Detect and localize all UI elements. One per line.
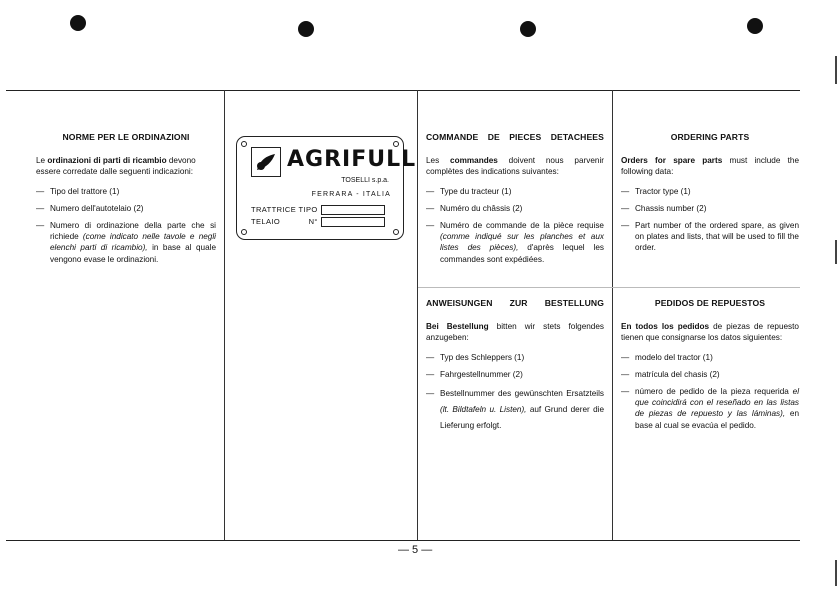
column-divider-1 [224, 90, 225, 540]
french-list [426, 186, 604, 265]
french-heading-word-4: DETACHEES [550, 132, 604, 142]
plate-field-chassis-box [321, 217, 385, 227]
english-item-3: — Part number of the ordered spare, as given on plates and lists, that will be used to fill the order. [621, 220, 799, 254]
top-rule [6, 90, 800, 91]
plate-field-type-label: TRATTRICE TIPO [251, 205, 318, 214]
punch-hole-1 [70, 15, 86, 31]
leaf-icon [254, 150, 278, 174]
french-item-2: — Numéro du châssis (2) [426, 203, 604, 214]
spanish-intro-bold: En todos los pedidos [621, 322, 710, 332]
spanish-section [621, 298, 799, 437]
german-heading-word-3: BESTELLUNG [544, 298, 604, 308]
french-item-3 [426, 220, 604, 265]
italian-intro [36, 155, 216, 177]
english-intro-bold: Orders for spare parts [621, 156, 723, 166]
english-item-2: — Chassis number (2) [621, 203, 799, 214]
italian-section [36, 132, 216, 271]
french-intro [426, 155, 604, 177]
german-intro [426, 321, 604, 343]
mid-rule-right [418, 287, 800, 288]
italian-list [36, 186, 216, 265]
edge-mark-bottom [835, 560, 837, 586]
french-item-3-post: d'après lequel les commandes sont expédiées. [440, 243, 604, 264]
agrifull-logo-icon [251, 147, 281, 177]
german-item-3 [426, 386, 604, 434]
german-item-1: — Typ des Schleppers (1) [426, 352, 604, 363]
plate-field-type-box [321, 205, 385, 215]
spanish-item-3-italic: el que coincidirá con el reseñado en las listas de piezas de repuesto y las láminas), [635, 387, 800, 419]
plate-brand: AGRIFULL [287, 147, 417, 172]
italian-intro-post: devono essere corredate dalle seguenti indicazioni: [36, 156, 196, 177]
spanish-heading: PEDIDOS DE REPUESTOS [654, 298, 766, 308]
punch-hole-4 [747, 18, 763, 34]
spanish-item-3-pre: número de pedido de la pieza requerida [635, 387, 789, 397]
spanish-item-2: — matrícula del chasis (2) [621, 369, 799, 380]
english-item-1: — Tractor type (1) [621, 186, 799, 197]
french-heading-word-1: COMMANDE [426, 132, 479, 142]
german-item-2: — Fahrgestellnummer (2) [426, 369, 604, 380]
german-item-3-italic: (lt. Bildtafeln u. Listen), [440, 405, 527, 415]
plate-field-chassis-label: TELAIO [251, 217, 281, 226]
plate-screw-br [393, 229, 399, 235]
spanish-intro [621, 321, 799, 343]
german-section [426, 298, 604, 440]
plate-city: FERRARA - ITALIA [311, 191, 391, 198]
plate-field-chassis-suffix: N° [308, 217, 318, 226]
italian-intro-bold: ordinazioni di parti di ricambio [47, 156, 167, 166]
french-heading-word-3: PIECES [509, 132, 542, 142]
italian-heading: NORME PER LE ORDINAZIONI [62, 132, 190, 142]
spanish-intro-post: de piezas de repuesto tienen que consignarse los datos siguientes: [621, 322, 799, 343]
french-intro-pre: Les [426, 156, 440, 166]
italian-item-2: — Numero dell'autotelaio (2) [36, 203, 216, 214]
page-number: — 5 — [398, 544, 433, 556]
german-heading-word-2: ZUR [509, 298, 528, 308]
french-item-3-pre: Numéro de commande de la pièce requise [440, 221, 604, 231]
plate-company: TOSELLI s.p.a. [341, 177, 389, 184]
column-divider-3 [612, 90, 613, 540]
german-item-3-pre: Bestellnummer des gewünschten Ersatzteils [440, 389, 604, 399]
plate-screw-bl [241, 229, 247, 235]
plate-screw-tl [241, 141, 247, 147]
italian-intro-pre: Le [36, 156, 46, 166]
plate-field-type [251, 205, 385, 215]
english-heading: ORDERING PARTS [670, 132, 750, 142]
german-intro-bold: Bei Bestellung [426, 322, 489, 332]
english-list [621, 186, 799, 254]
french-item-3-italic: (comme indiqué sur les planches et aux listes des pièces), [440, 232, 604, 253]
french-heading [426, 132, 604, 143]
german-heading-word-1: ANWEISUNGEN [426, 298, 493, 308]
plate-field-chassis [251, 217, 385, 227]
italian-item-3-italic: (come indicato nelle tavole e negli elenchi parti di ricambio), [50, 232, 217, 253]
french-intro-bold: commandes [450, 156, 498, 166]
italian-item-3-post: in base al quale vengono evase le ordinazioni. [50, 243, 216, 264]
french-intro-post: doivent nous parvenir complètes des indications suivantes: [426, 156, 605, 177]
french-section [426, 132, 604, 271]
spanish-item-3 [621, 386, 799, 431]
english-intro [621, 155, 799, 177]
french-heading-word-2: DE [487, 132, 500, 142]
column-divider-2 [417, 90, 418, 540]
french-item-1: — Type du tracteur (1) [426, 186, 604, 197]
spanish-item-1: — modelo del tractor (1) [621, 352, 799, 363]
english-intro-post: must include the following data: [621, 156, 799, 177]
german-heading [426, 298, 604, 309]
german-intro-post: bitten wir stets folgendes anzugeben: [426, 322, 604, 343]
edge-mark-mid [835, 240, 837, 264]
punch-hole-2 [298, 21, 314, 37]
italian-item-1: — Tipo del trattore (1) [36, 186, 216, 197]
edge-mark-top [835, 56, 837, 84]
identification-plate [236, 136, 417, 240]
spanish-list [621, 352, 799, 431]
spanish-item-3-post: en base al cual se evacúa el pedido. [635, 409, 800, 430]
bottom-rule [6, 540, 800, 541]
english-section [621, 132, 799, 260]
german-list [426, 352, 604, 434]
german-item-3-post: auf Grund derer die Lieferung erfolgt. [440, 405, 604, 431]
punch-hole-3 [520, 21, 536, 37]
italian-item-3-pre: Numero di ordinazione della parte che si richiede [50, 221, 216, 242]
italian-item-3 [36, 220, 216, 265]
